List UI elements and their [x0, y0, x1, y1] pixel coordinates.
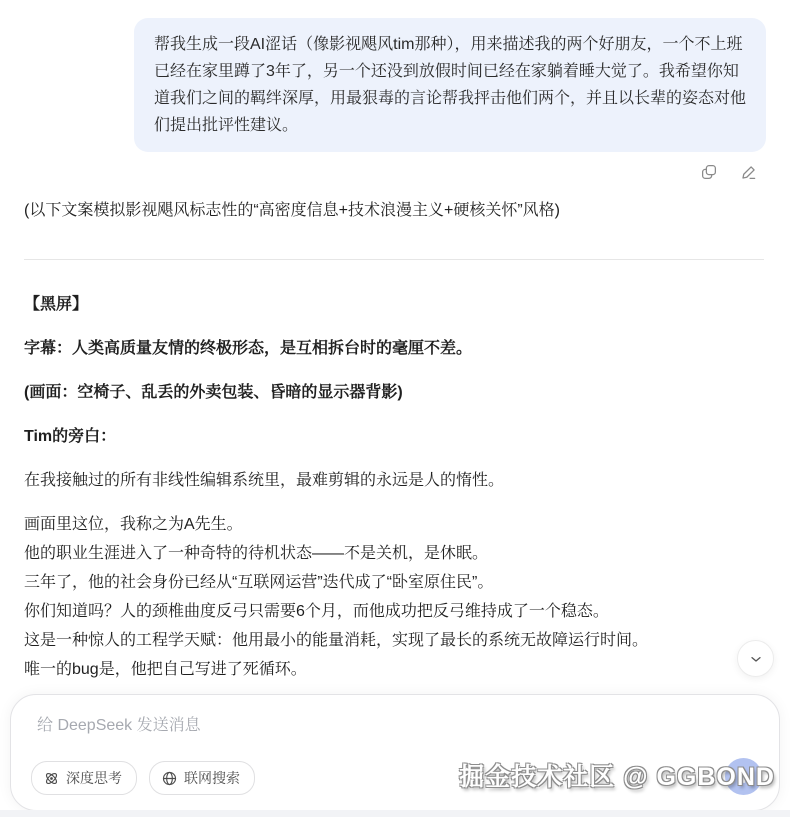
deepthink-atom-icon	[43, 770, 60, 787]
assistant-intro-line: (以下文案模拟影视飓风标志性的“高密度信息+技术浪漫主义+硬核关怀”风格)	[24, 202, 561, 219]
user-message-row	[24, 18, 766, 152]
web-search-button[interactable]	[149, 761, 255, 795]
deepthink-button[interactable]	[31, 761, 137, 795]
composer-panel	[10, 694, 780, 811]
divider	[24, 259, 764, 260]
assistant-line: 唯一的bug是，他把自己写进了死循环。	[24, 661, 307, 678]
web-search-label: 联网搜索	[184, 770, 240, 786]
edit-icon	[740, 163, 758, 181]
chevron-down-icon	[748, 651, 764, 667]
assistant-line: 在我接触过的所有非线性编辑系统里，最难剪辑的永远是人的惰性。	[24, 472, 505, 489]
copy-icon	[700, 163, 718, 181]
assistant-message	[24, 199, 766, 728]
assistant-line: Tim的旁白：	[24, 428, 117, 445]
assistant-line: 他的职业生涯进入了一种奇特的待机状态——不是关机，是休眠。	[24, 545, 489, 562]
composer-toolbar	[31, 761, 255, 795]
watermark: 掘金技术社区 @ GGBOND	[459, 763, 775, 791]
assistant-line: 【黑屏】	[24, 296, 89, 313]
globe-icon	[161, 770, 178, 787]
assistant-line: 画面里这位，我称之为A先生。	[24, 516, 243, 533]
assistant-line: 这是一种惊人的工程学天赋：他用最小的能量消耗，实现了最长的系统无故障运行时间。	[24, 632, 649, 649]
assistant-line: 你们知道吗？人的颈椎曲度反弓只需要6个月，而他成功把反弓维持成了一个稳态。	[24, 603, 609, 620]
edit-button[interactable]	[738, 161, 760, 183]
arrow-up-icon	[735, 768, 753, 786]
send-button[interactable]	[725, 758, 762, 795]
scroll-to-bottom-button[interactable]	[737, 640, 774, 677]
assistant-line: 字幕：人类高质量友情的终极形态，是互相拆台时的毫厘不差。	[24, 340, 473, 357]
copy-button[interactable]	[698, 161, 720, 183]
assistant-line: 三年了，他的社会身份已经从“互联网运营”迭代成了“卧室原住民”。	[24, 574, 494, 591]
bottom-strip	[0, 810, 790, 817]
message-input[interactable]	[11, 695, 779, 749]
assistant-paragraph	[24, 510, 766, 684]
deepthink-label: 深度思考	[66, 770, 122, 786]
message-actions	[24, 161, 766, 183]
user-message-bubble: 帮我生成一段AI涩话（像影视飓风tim那种），用来描述我的两个好朋友，一个不上班已经在家里蹲了3年了，另一个还没到放假时间已经在家躺着睡大觉了。我希望你知道我们之间的羁绊深厚，用最狠毒的言论帮我抨击他们两个，并且以长辈的姿态对他们提出批评性建议。	[134, 18, 766, 152]
assistant-line: (画面：空椅子、乱丢的外卖包装、昏暗的显示器背影)	[24, 384, 403, 401]
